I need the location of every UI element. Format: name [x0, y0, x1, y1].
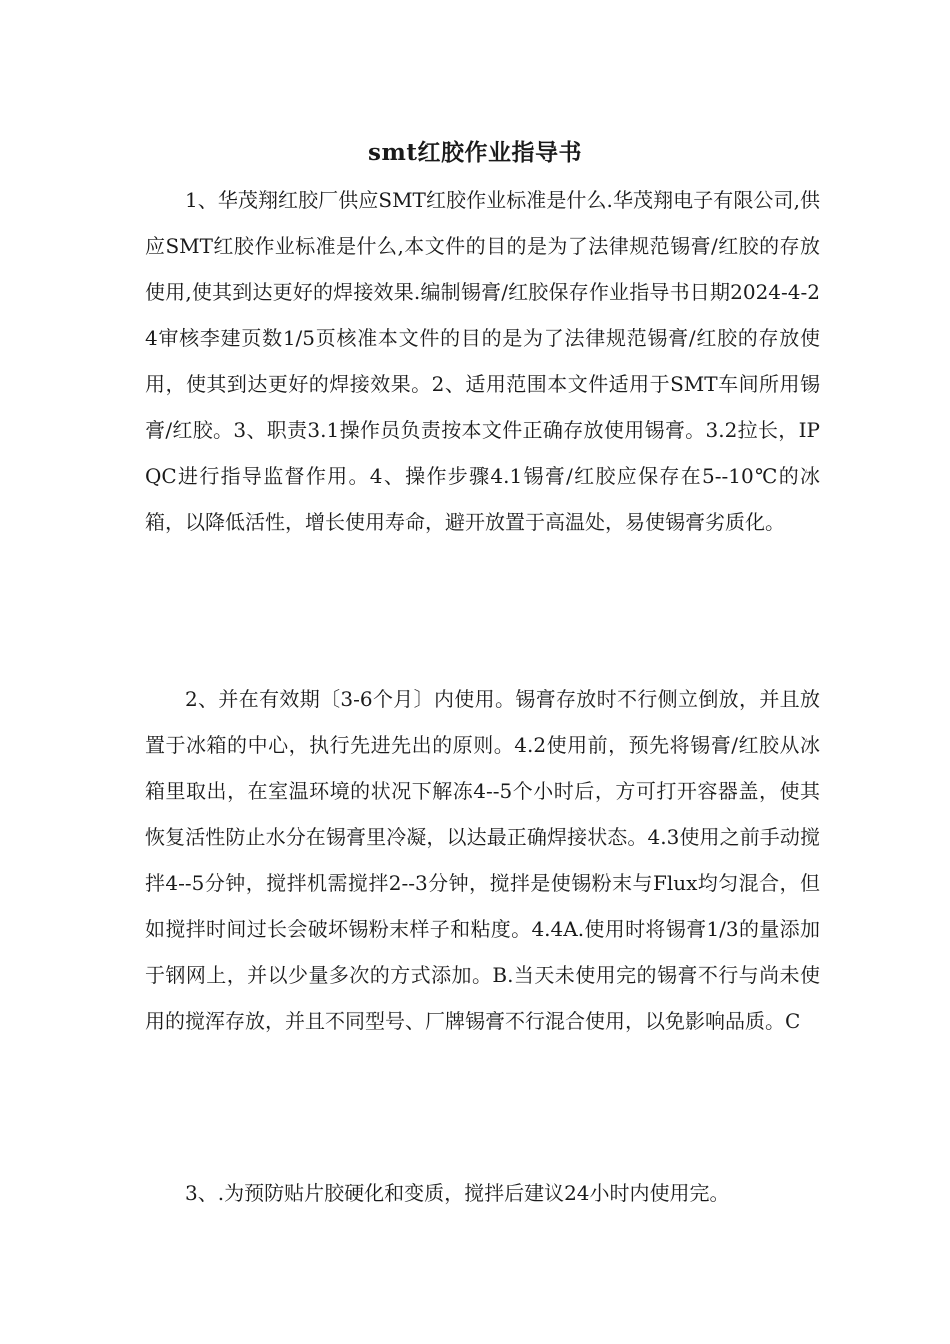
paragraph-1: 1、华茂翔红胶厂供应SMT红胶作业标准是什么.华茂翔电子有限公司,供应SMT红胶作业标准是什么,本文件的目的是为了法律规范锡膏/红胶的存放使用,使其到达更好的焊接效果.编制锡膏/红胶保存作业指导书日期2024-4-24审核李建页数1/5页核准本文件的目的是为了法律规范锡膏/红胶的存放使用，使其到达更好的焊接效果。2、适用范围本文件适用于SMT车间所用锡膏/红胶。3、职责3.1操作员负责按本文件正确存放使用锡膏。3.2拉长，IPQC进行指导监督作用。4、操作步骤4.1锡膏/红胶应保存在5--10℃的冰箱，以降低活性，增长使用寿命，避开放置于高温处，易使锡膏劣质化。 — [145, 188, 820, 534]
paragraph-3: 3、.为预防贴片胶硬化和变质，搅拌后建议24小时内使用完。 — [185, 1181, 730, 1205]
document-title: smt红胶作业指导书 — [368, 139, 582, 166]
paragraph-2: 2、并在有效期〔3-6个月〕内使用。锡膏存放时不行侧立倒放，并且放置于冰箱的中心，执行先进先出的原则。4.2使用前，预先将锡膏/红胶从冰箱里取出，在室温环境的状况下解冻4--5个小时后，方可打开容器盖，使其恢复活性防止水分在锡膏里冷凝，以达最正确焊接状态。4.3使用之前手动搅拌4--5分钟，搅拌机需搅拌2--3分钟，搅拌是使锡粉末与Flux均匀混合，但如搅拌时间过长会破坏锡粉末样子和粘度。4.4A.使用时将锡膏1/3的量添加于钢网上，并以少量多次的方式添加。B.当天未使用完的锡膏不行与尚未使用的搅浑存放，并且不同型号、厂牌锡膏不行混合使用，以免影响品质。C — [145, 687, 820, 1033]
